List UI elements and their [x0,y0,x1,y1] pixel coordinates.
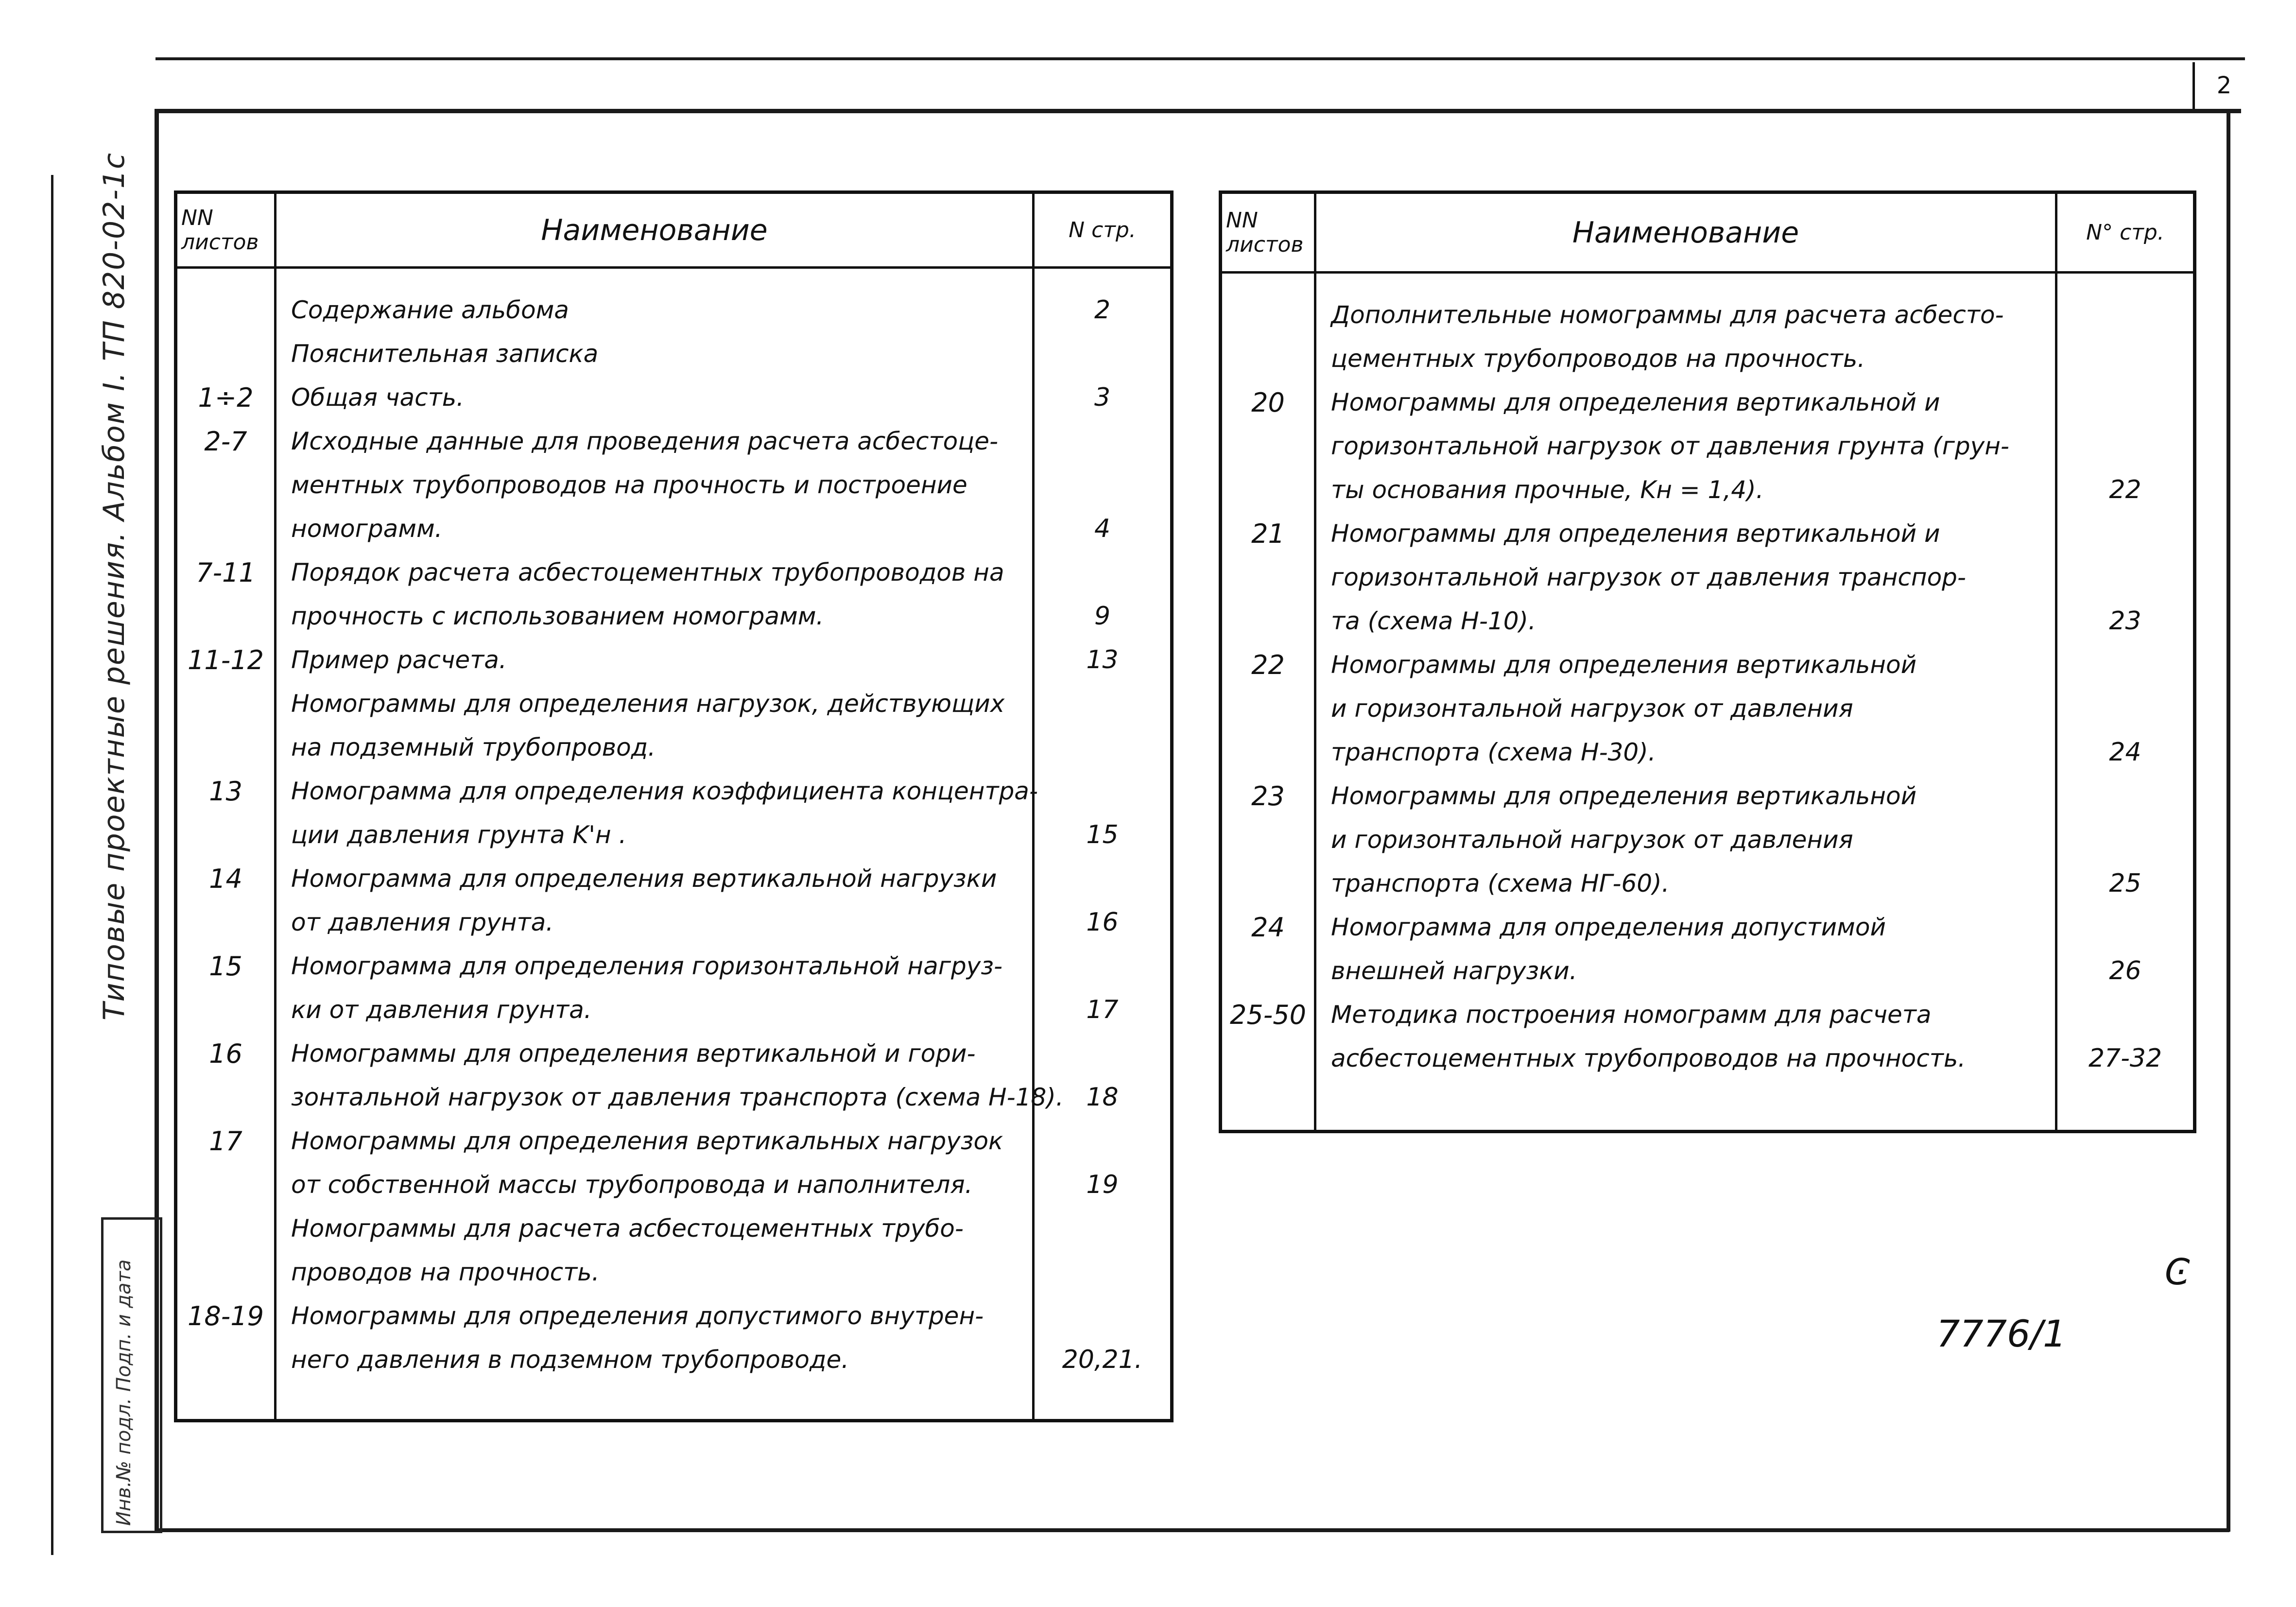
entry-line: Дополнительные номограммы для расчета асбесто- [1331,301,2004,329]
sheet-number: 17 [209,1125,242,1157]
spacer [177,1250,274,1294]
page-ref: 4 [1094,514,1111,543]
spacer [1035,857,1170,900]
page-ref [1035,332,1170,376]
spacer [2057,424,2193,468]
sheet-number: 23 [1251,780,1285,812]
header-name: Наименование [1315,192,2056,273]
spacer [1035,1294,1170,1338]
entry-line: Исходные данные для проведения расчета асбестоце- [291,427,999,455]
page-ref: 13 [1086,645,1119,674]
right-name-column [1315,273,2056,1132]
document-number: 7776/1 [1936,1312,2067,1355]
entry-line: и горизонтальной нагрузок от давления [1331,826,1853,854]
entry-line: от собственной массы трубопровода и наполнителя. [291,1171,973,1199]
header-page: N° стр. [2056,192,2195,273]
entry-line: горизонтальной нагрузок от давления грунта (грун- [1331,432,2009,460]
entry-line: Номограммы для определения нагрузок, действующих [291,690,1005,718]
page-ref: 25 [2109,869,2141,898]
spacer [2057,993,2193,1037]
entry-line: Номограмма для определения допустимой [1331,913,1886,941]
spacer [1035,1207,1170,1250]
entry-line: Номограмма для определения вертикальной нагрузки [291,864,997,893]
contents-table-right [1219,190,2196,1133]
entry-line: номограмм. [291,515,443,543]
entry-line: та (схема Н-10). [1331,607,1536,635]
entry-line: транспорта (схема НГ-60). [1331,869,1670,898]
side-title: Типовые проектные решения. Альбом I. ТП 820-02-1с [97,152,131,1020]
sheet-number: 1÷2 [198,382,254,413]
left-page-column [1034,268,1172,1421]
spacer [2057,687,2193,730]
entry-line: него давления в подземном трубопроводе. [291,1346,849,1374]
spacer [2057,512,2193,555]
spacer [177,726,274,769]
spacer [1222,687,1314,730]
spacer [1222,862,1314,905]
sheet-number: 13 [209,776,242,807]
spacer [2057,818,2193,862]
left-name-column [276,268,1064,1421]
entry-line: от давления грунта. [291,908,554,936]
spacer [177,1075,274,1119]
entry-line: цементных трубопроводов на прочность. [1331,345,1865,373]
entry-line: Номограмма для определения горизонтальной нагруз- [291,952,1002,980]
entry-line: проводов на прочность. [291,1258,600,1286]
sheet-number [177,1207,274,1250]
entry-line: Номограммы для определения вертикальной [1331,782,1917,810]
page-ref: 16 [1086,908,1119,937]
entry-line: Пояснительная записка [291,340,599,368]
entry-line: ментных трубопроводов на прочность и построение [291,471,967,499]
page-ref: 19 [1086,1170,1119,1199]
spacer [177,813,274,857]
spacer [177,463,274,507]
right-page-column [2056,273,2195,1132]
spacer [177,1163,274,1207]
entry-line: горизонтальной нагрузок от давления транспор- [1331,563,1966,591]
spacer [2057,293,2193,337]
page-ref [1035,1250,1170,1294]
header-sheet-numbers: NN листов [1221,192,1315,273]
sheet-number [1222,293,1314,337]
entry-line: ки от давления грунта. [291,996,592,1024]
spacer [1035,944,1170,988]
page-ref: 9 [1094,602,1111,631]
frame-right [2227,109,2230,1532]
spacer [177,1338,274,1382]
sheet-number: 16 [209,1038,242,1069]
page-number: 2 [2192,62,2253,109]
sheet-number: 25-50 [1230,999,1306,1030]
page-ref: 27-32 [2088,1044,2162,1073]
page-ref: 20,21. [1062,1345,1143,1374]
entry-line: на подземный трубопровод. [291,733,656,761]
entry-line: ции давления грунта K'н . [291,821,627,849]
spacer [177,594,274,638]
entry-line: Общая часть. [291,383,465,412]
left-margin-rule [51,175,53,1555]
page-ref: 22 [2109,475,2141,504]
page-ref [2057,337,2193,380]
sheet-number: 15 [209,950,242,982]
stamp-text: Инв.№ подл. Подп. и дата [113,1259,135,1526]
entry-line: Номограммы для определения вертикальной [1331,651,1917,679]
page-ref: 18 [1086,1083,1119,1112]
entry-line: прочность с использованием номограмм. [291,602,824,630]
sheet-number [177,332,274,376]
spacer [1222,730,1314,774]
page-ref: 3 [1094,383,1111,412]
spacer [1222,468,1314,512]
spacer [1222,424,1314,468]
entry-line: транспорта (схема Н-30). [1331,738,1656,766]
sheet-number: 24 [1251,912,1285,943]
entry-line: Номограммы для определения допустимого внутрен- [291,1302,984,1330]
entry-line: ты основания прочные, Kн = 1,4). [1331,476,1764,504]
sheet-number: 20 [1251,387,1285,418]
signature-mark: Ͼ [2165,1251,2190,1293]
spacer [1035,419,1170,463]
frame-bottom [155,1528,2229,1532]
spacer [177,900,274,944]
spacer [1035,1119,1170,1163]
spacer [1035,463,1170,507]
top-rule [155,57,2245,60]
sheet-number: 22 [1251,649,1285,680]
sheet-number [177,288,274,332]
entry-line: Номограммы для определения вертикальной и [1331,519,1940,548]
entry-line: Порядок расчета асбестоцементных трубопроводов на [291,558,1004,587]
sheet-number: 2-7 [204,426,247,457]
sheet-number: 7-11 [196,557,256,588]
spacer [1035,769,1170,813]
spacer [1222,555,1314,599]
entry-line: Номограммы для определения вертикальной и [1331,388,1940,416]
spacer [2057,643,2193,687]
sheet-number: 14 [209,863,242,894]
page-ref: 2 [1094,295,1111,325]
entry-line: асбестоцементных трубопроводов на прочность. [1331,1044,1966,1072]
header-page: N стр. [1034,192,1172,268]
frame-top [155,109,2241,113]
spacer [1222,1037,1314,1080]
header-sheet-numbers: NN листов [176,192,276,268]
page-ref: 17 [1086,995,1119,1024]
page-ref: 24 [2109,738,2141,767]
spacer [1222,949,1314,993]
spacer [177,507,274,551]
contents-table-left [174,190,1174,1422]
entry-line: и горизонтальной нагрузок от давления [1331,694,1853,723]
entry-line: Номограммы для определения вертикальных нагрузок [291,1127,1003,1155]
page-ref [1035,726,1170,769]
spacer [2057,555,2193,599]
entry-line: Содержание альбома [291,296,569,324]
sheet-number: 18-19 [188,1300,264,1331]
right-num-column [1221,273,1315,1132]
entry-line: Пример расчета. [291,646,507,674]
spacer [1035,1032,1170,1075]
entry-line: зонтальной нагрузок от давления транспорта (схема Н-18). [291,1083,1064,1111]
header-name: Наименование [276,192,1034,268]
spacer [1222,599,1314,643]
entry-line: Номограммы для расчета асбестоцементных трубо- [291,1214,964,1243]
page-ref: 26 [2109,956,2141,985]
entry-line: Номограммы для определения вертикальной и гори- [291,1039,976,1068]
spacer [177,988,274,1032]
page-ref: 23 [2109,606,2141,636]
left-num-column [176,268,276,1421]
spacer [1222,818,1314,862]
spacer [2057,774,2193,818]
spacer [1035,682,1170,726]
entry-line: внешней нагрузки. [1331,957,1577,985]
entry-line: Методика построения номограмм для расчета [1331,1001,1932,1029]
sheet-number: 11-12 [188,644,264,675]
spacer [2057,905,2193,949]
spacer [1222,337,1314,380]
page-ref: 15 [1086,820,1119,849]
spacer [1035,551,1170,594]
spacer [2057,380,2193,424]
entry-line: Номограмма для определения коэффициента концентра- [291,777,1038,805]
sheet-number: 21 [1251,518,1285,549]
sheet-number [177,682,274,726]
